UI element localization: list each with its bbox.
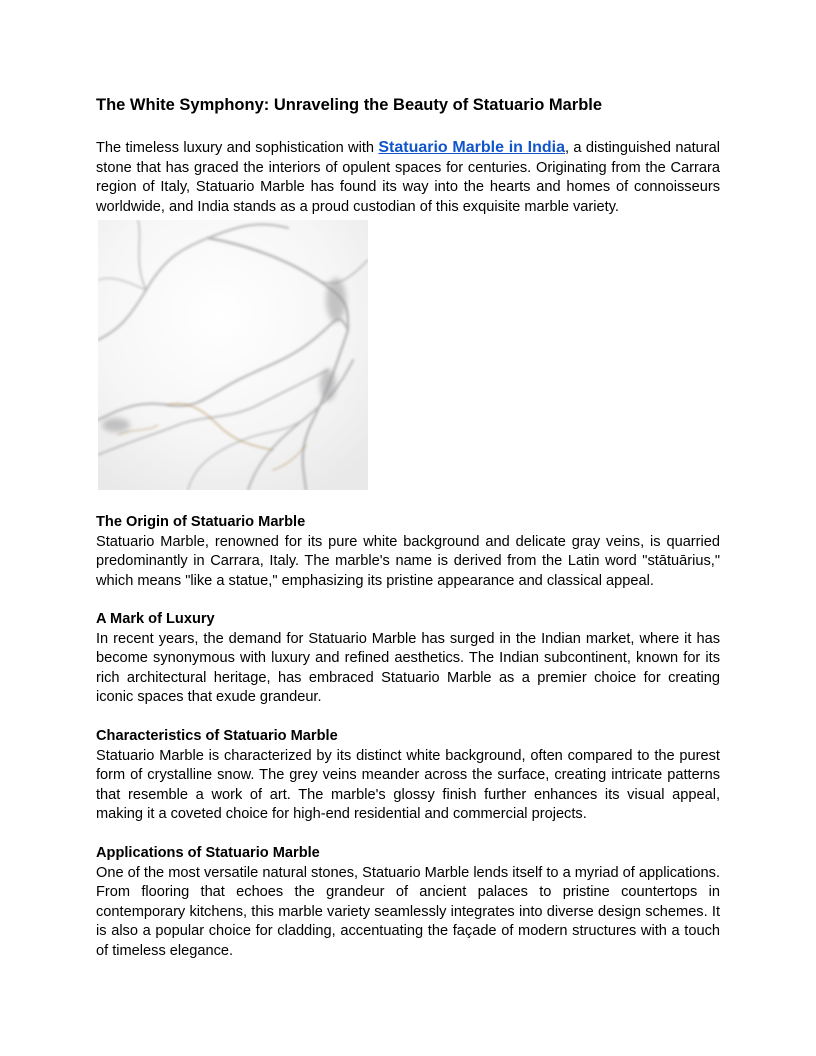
- section-heading: The Origin of Statuario Marble: [96, 514, 306, 530]
- document-title: The White Symphony: Unraveling the Beauty of Statuario Marble: [96, 96, 603, 114]
- section-luxury: [96, 610, 720, 708]
- section-origin: [96, 513, 720, 591]
- section-heading: Characteristics of Statuario Marble: [96, 728, 338, 744]
- intro-text-end: , a distinguished natural stone that has graced the interiors of opulent spaces for centuries. Originating from the Carrara region of Italy, Statuario Marble has found its way into the hearts and homes of connoisseurs worldwide, and India stands as a proud custodian of this exquisite marble variety.: [96, 140, 720, 215]
- section-body: In recent years, the demand for Statuario Marble has surged in the Indian market, where it has become synonymous with luxury and refined aesthetics. The Indian subcontinent, known for its rich architectural heritage, has embraced Statuario Marble as a premier choice for creating iconic spaces that exude grandeur.: [96, 630, 720, 705]
- section-heading: Applications of Statuario Marble: [96, 845, 320, 861]
- section-body: Statuario Marble, renowned for its pure white background and delicate gray veins, is quarried predominantly in Carrara, Italy. The marble's name is derived from the Latin word "stātuārius," which means "like a statue," emphasizing its pristine appearance and classical appeal.: [96, 533, 720, 589]
- section-body: One of the most versatile natural stones, Statuario Marble lends itself to a myriad of applications. From flooring that echoes the grandeur of ancient palaces to pristine countertops in contemporary kitchens, this marble variety seamlessly integrates into diverse design schemes. It is also a popular choice for cladding, accentuating the façade of modern structures with a touch of timeless elegance.: [96, 864, 720, 959]
- section-body: Statuario Marble is characterized by its distinct white background, often compared to the purest form of crystalline snow. The grey veins meander across the surface, creating intricate patterns that resemble a work of art. The marble's glossy finish further enhances its visual appeal, making it a coveted choice for high-end residential and commercial projects.: [96, 747, 720, 822]
- section-characteristics: [96, 727, 720, 825]
- intro-paragraph: [96, 138, 720, 217]
- section-applications: [96, 844, 720, 961]
- intro-text-start: The timeless luxury and sophistication with: [96, 140, 379, 156]
- marble-slab-image: [98, 220, 368, 490]
- section-heading: A Mark of Luxury: [96, 611, 215, 627]
- statuario-marble-link[interactable]: Statuario Marble in India: [378, 139, 565, 156]
